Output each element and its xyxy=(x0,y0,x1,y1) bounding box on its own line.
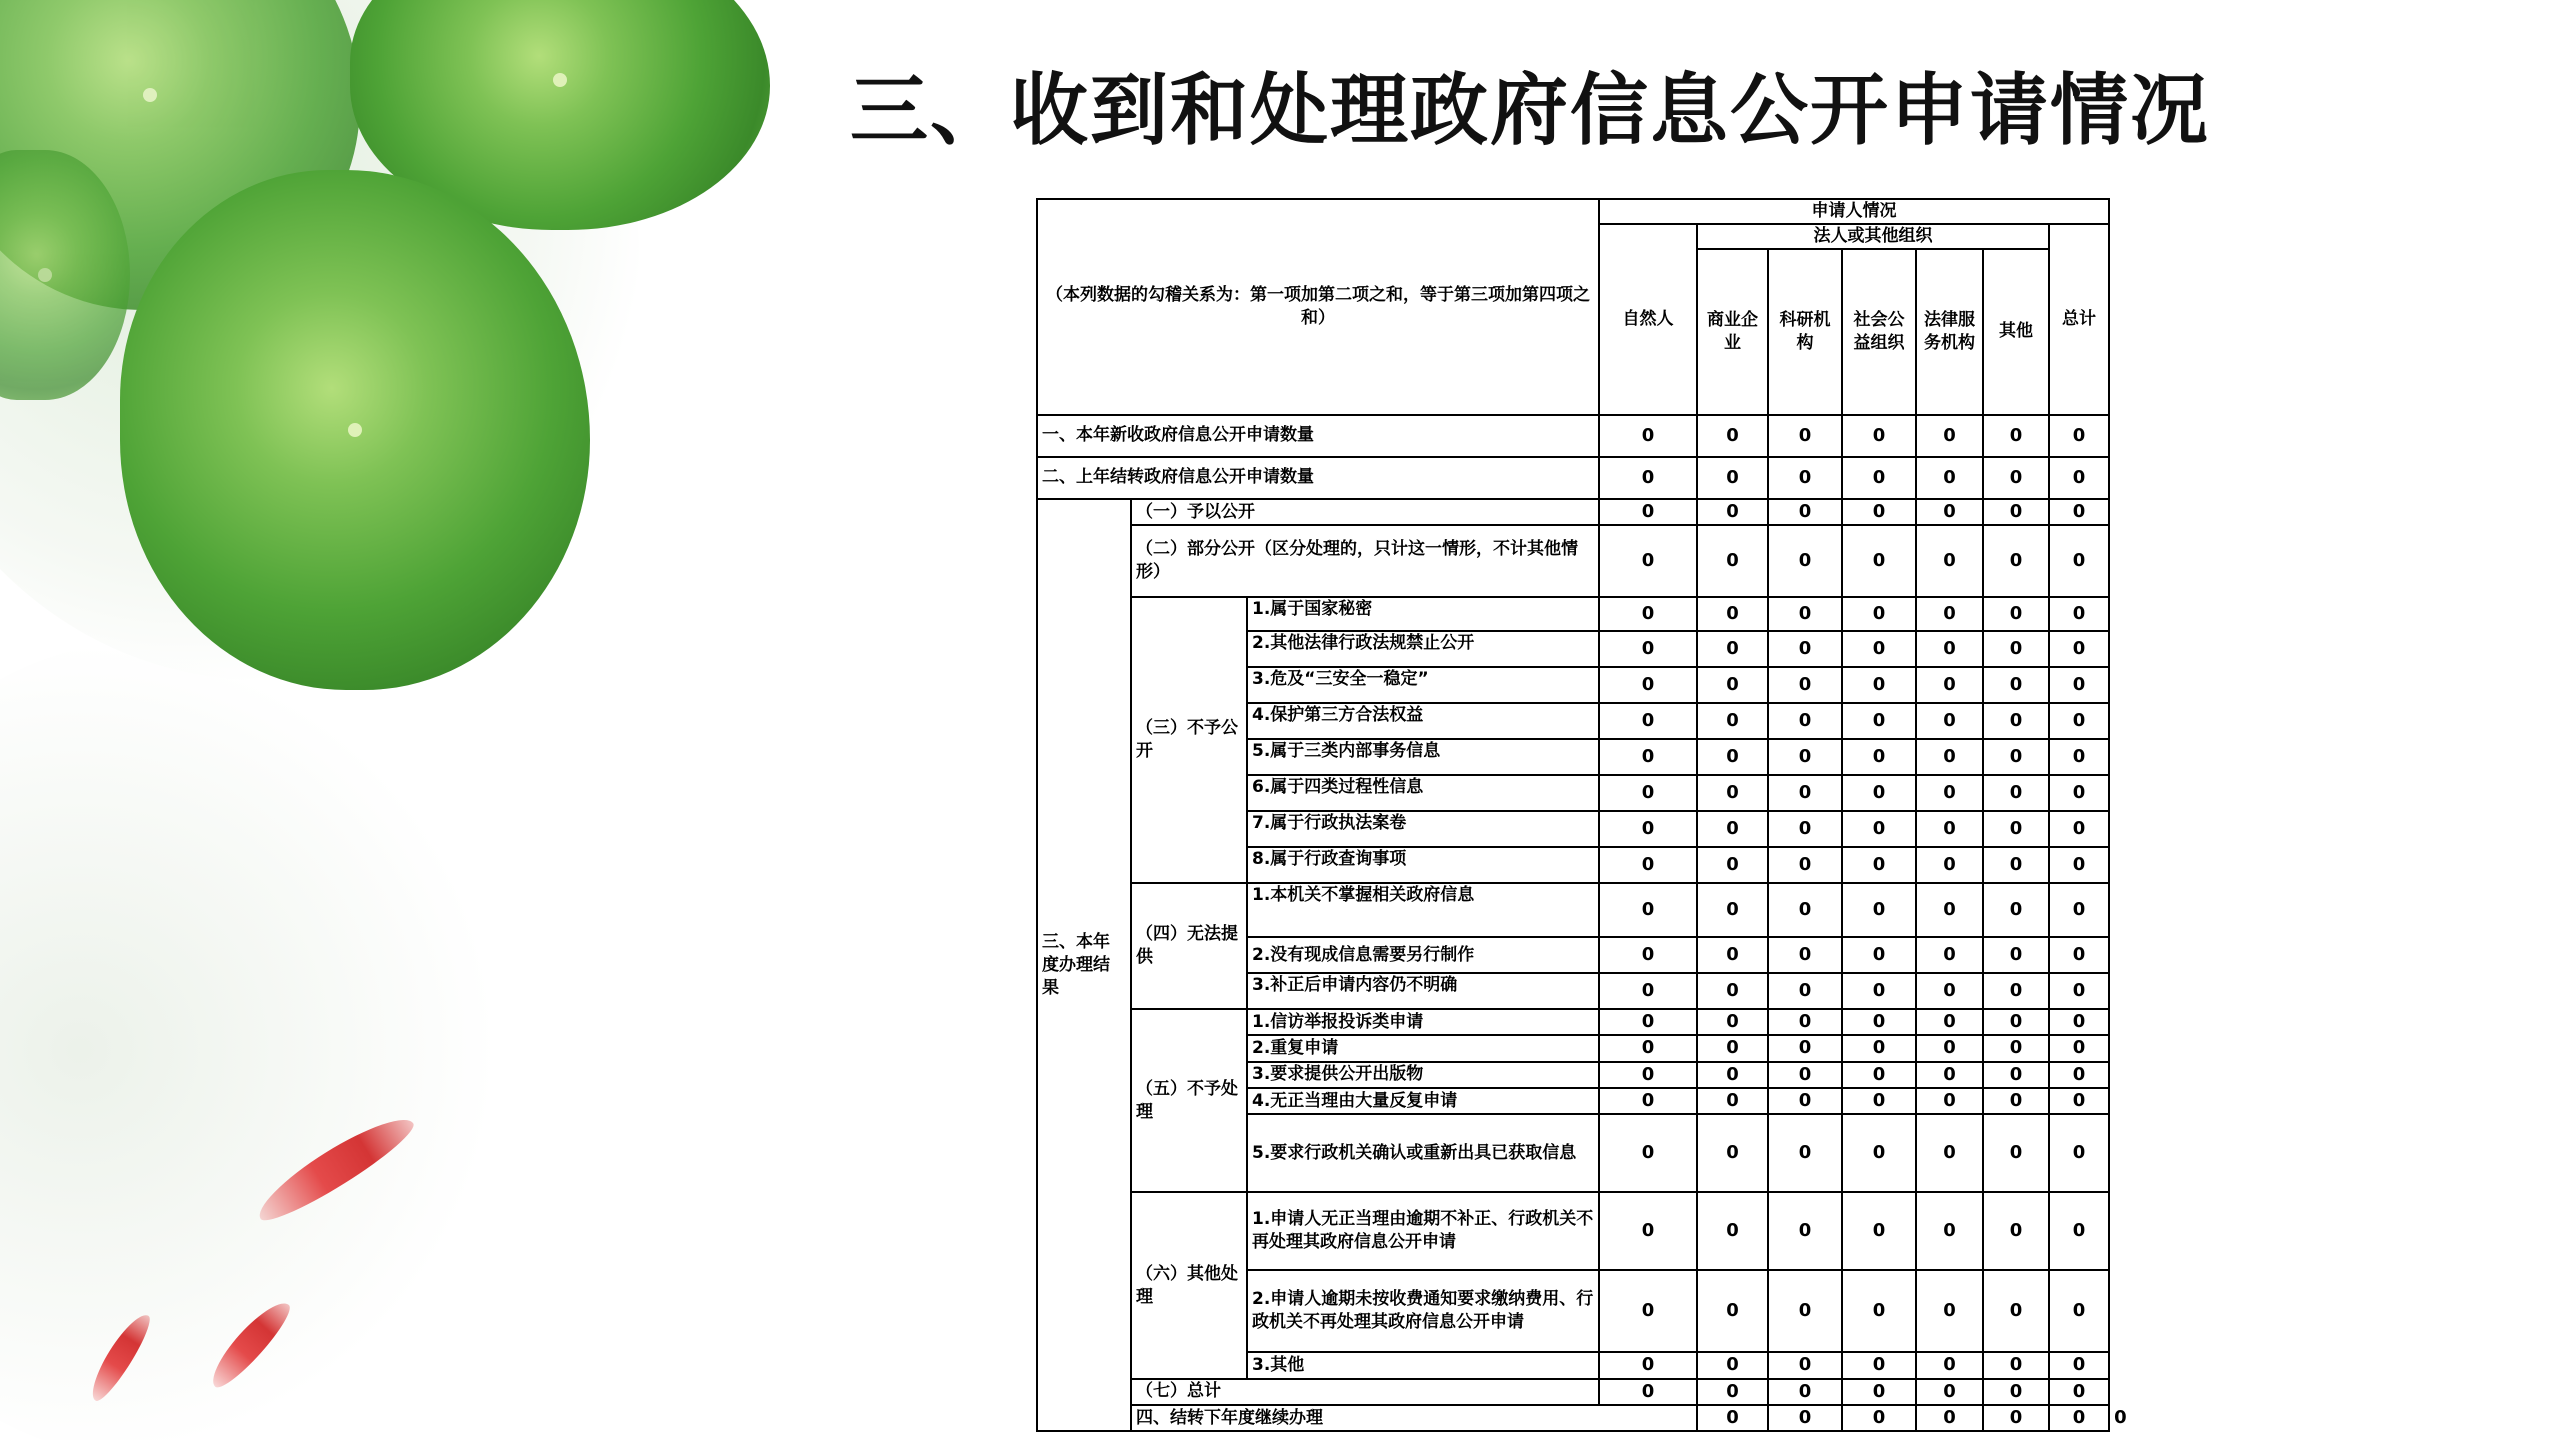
cell-g3_1-other: 0 xyxy=(1983,597,2049,631)
cell-g4_1-total: 0 xyxy=(2049,883,2109,937)
row-label-g3_1: 1.属于国家秘密 xyxy=(1247,597,1599,631)
cell-g5_2-total: 0 xyxy=(2049,1035,2109,1061)
header-total: 总计 xyxy=(2049,224,2109,415)
row-label-g5_4: 4.无正当理由大量反复申请 xyxy=(1247,1088,1599,1114)
cell-g5_3-other: 0 xyxy=(1983,1062,2049,1088)
cell-g3_4-law: 0 xyxy=(1916,703,1983,739)
header-legal: 法人或其他组织 xyxy=(1697,224,2049,249)
cell-g3_6-research: 0 xyxy=(1768,775,1842,811)
row-label-g4_2: 2.没有现成信息需要另行制作 xyxy=(1247,937,1599,973)
cell-g4_3-biz: 0 xyxy=(1697,973,1768,1009)
cell-g4_1-biz: 0 xyxy=(1697,883,1768,937)
cell-g5_5-law: 0 xyxy=(1916,1114,1983,1192)
cell-r4-biz: 0 xyxy=(1768,1405,1842,1431)
cell-g3_4-research: 0 xyxy=(1768,703,1842,739)
cell-r2-social: 0 xyxy=(1842,457,1916,499)
cell-g5_1-other: 0 xyxy=(1983,1009,2049,1035)
cell-g5_1-biz: 0 xyxy=(1697,1009,1768,1035)
cell-g6_2-other: 0 xyxy=(1983,1270,2049,1352)
row-label-g7: （七）总计 xyxy=(1131,1379,1599,1405)
table-row xyxy=(1037,457,2109,499)
cell-r2-natural: 0 xyxy=(1599,457,1697,499)
cell-g6_3-law: 0 xyxy=(1916,1352,1983,1378)
row-label-g5_5: 5.要求行政机关确认或重新出具已获取信息 xyxy=(1247,1114,1599,1192)
row-label-g3_8: 8.属于行政查询事项 xyxy=(1247,847,1599,883)
cell-g5_4-total: 0 xyxy=(2049,1088,2109,1114)
cell-r1-natural: 0 xyxy=(1599,415,1697,457)
cell-r2-law: 0 xyxy=(1916,457,1983,499)
table-row xyxy=(1037,1192,2109,1270)
group4-label: （四）无法提供 xyxy=(1131,883,1247,1009)
cell-g1-social: 0 xyxy=(1842,499,1916,525)
cell-g5_4-research: 0 xyxy=(1768,1088,1842,1114)
cell-g3_8-other: 0 xyxy=(1983,847,2049,883)
cell-g2-other: 0 xyxy=(1983,525,2049,597)
cell-g3_3-law: 0 xyxy=(1916,667,1983,703)
cell-g5_1-natural: 0 xyxy=(1599,1009,1697,1035)
cell-g3_6-total: 0 xyxy=(2049,775,2109,811)
cell-r1-other: 0 xyxy=(1983,415,2049,457)
cell-g6_2-total: 0 xyxy=(2049,1270,2109,1352)
cell-g3_5-law: 0 xyxy=(1916,739,1983,775)
row-label-r1: 一、本年新收政府信息公开申请数量 xyxy=(1037,415,1599,457)
cell-g4_3-total: 0 xyxy=(2049,973,2109,1009)
watercolor-wash xyxy=(0,640,500,1440)
cell-g5_3-social: 0 xyxy=(1842,1062,1916,1088)
table-row xyxy=(1037,415,2109,457)
row-label-g3_6: 6.属于四类过程性信息 xyxy=(1247,775,1599,811)
cell-g4_3-natural: 0 xyxy=(1599,973,1697,1009)
cell-g3_6-other: 0 xyxy=(1983,775,2049,811)
cell-g6_3-research: 0 xyxy=(1768,1352,1842,1378)
cell-g2-natural: 0 xyxy=(1599,525,1697,597)
cell-r1-law: 0 xyxy=(1916,415,1983,457)
cell-g7-biz: 0 xyxy=(1697,1379,1768,1405)
cell-g3_5-other: 0 xyxy=(1983,739,2049,775)
cell-g6_3-natural: 0 xyxy=(1599,1352,1697,1378)
row-label-g4_3: 3.补正后申请内容仍不明确 xyxy=(1247,973,1599,1009)
cell-g5_1-research: 0 xyxy=(1768,1009,1842,1035)
cell-r2-biz: 0 xyxy=(1697,457,1768,499)
cell-g5_3-natural: 0 xyxy=(1599,1062,1697,1088)
cell-g1-law: 0 xyxy=(1916,499,1983,525)
cell-g6_3-biz: 0 xyxy=(1697,1352,1768,1378)
table-row xyxy=(1037,1009,2109,1035)
cell-g3_2-other: 0 xyxy=(1983,631,2049,667)
row-label-g3_2: 2.其他法律行政法规禁止公开 xyxy=(1247,631,1599,667)
cell-g5_2-social: 0 xyxy=(1842,1035,1916,1061)
cell-r2-total: 0 xyxy=(2049,457,2109,499)
cell-g3_3-total: 0 xyxy=(2049,667,2109,703)
cell-g4_3-law: 0 xyxy=(1916,973,1983,1009)
section3-label: 三、本年度办理结果 xyxy=(1037,499,1131,1431)
cell-g5_5-other: 0 xyxy=(1983,1114,2049,1192)
cell-r4-natural: 0 xyxy=(1697,1405,1768,1431)
cell-g4_2-social: 0 xyxy=(1842,937,1916,973)
row-label-g3_5: 5.属于三类内部事务信息 xyxy=(1247,739,1599,775)
disclosure-table xyxy=(1036,198,2127,1432)
cell-g3_2-biz: 0 xyxy=(1697,631,1768,667)
cell-g4_2-other: 0 xyxy=(1983,937,2049,973)
cell-g3_1-social: 0 xyxy=(1842,597,1916,631)
group5-label: （五）不予处理 xyxy=(1131,1009,1247,1192)
cell-g3_5-research: 0 xyxy=(1768,739,1842,775)
cell-g1-total: 0 xyxy=(2049,499,2109,525)
cell-g2-total: 0 xyxy=(2049,525,2109,597)
cell-g4_2-research: 0 xyxy=(1768,937,1842,973)
cell-r4-research: 0 xyxy=(1842,1405,1916,1431)
table-row xyxy=(1037,883,2109,937)
cell-g4_1-natural: 0 xyxy=(1599,883,1697,937)
header-research: 科研机构 xyxy=(1768,249,1842,415)
cell-g5_3-law: 0 xyxy=(1916,1062,1983,1088)
cell-g3_8-total: 0 xyxy=(2049,847,2109,883)
cell-g2-research: 0 xyxy=(1768,525,1842,597)
cell-g4_1-research: 0 xyxy=(1768,883,1842,937)
cell-g6_3-social: 0 xyxy=(1842,1352,1916,1378)
cell-g7-research: 0 xyxy=(1768,1379,1842,1405)
cell-g5_2-biz: 0 xyxy=(1697,1035,1768,1061)
row-label-r2: 二、上年结转政府信息公开申请数量 xyxy=(1037,457,1599,499)
row-label-g5_1: 1.信访举报投诉类申请 xyxy=(1247,1009,1599,1035)
cell-g6_1-total: 0 xyxy=(2049,1192,2109,1270)
cell-g3_6-biz: 0 xyxy=(1697,775,1768,811)
cell-g6_1-other: 0 xyxy=(1983,1192,2049,1270)
cell-g3_7-other: 0 xyxy=(1983,811,2049,847)
cell-r4-law: 0 xyxy=(1983,1405,2049,1431)
cell-g3_8-research: 0 xyxy=(1768,847,1842,883)
cell-g5_4-social: 0 xyxy=(1842,1088,1916,1114)
row-label-g6_1: 1.申请人无正当理由逾期不补正、行政机关不再处理其政府信息公开申请 xyxy=(1247,1192,1599,1270)
header-applicant: 申请人情况 xyxy=(1599,199,2109,224)
cell-g4_2-biz: 0 xyxy=(1697,937,1768,973)
cell-r2-research: 0 xyxy=(1768,457,1842,499)
cell-g6_3-total: 0 xyxy=(2049,1352,2109,1378)
cell-r4-social: 0 xyxy=(1916,1405,1983,1431)
cell-g4_3-social: 0 xyxy=(1842,973,1916,1009)
cell-g3_8-natural: 0 xyxy=(1599,847,1697,883)
cell-g5_5-total: 0 xyxy=(2049,1114,2109,1192)
cell-g3_3-biz: 0 xyxy=(1697,667,1768,703)
cell-g3_4-natural: 0 xyxy=(1599,703,1697,739)
cell-g4_2-natural: 0 xyxy=(1599,937,1697,973)
cell-g6_2-law: 0 xyxy=(1916,1270,1983,1352)
row-label-g3_3: 3.危及“三安全一稳定” xyxy=(1247,667,1599,703)
header-biz: 商业企业 xyxy=(1697,249,1768,415)
cell-g3_1-total: 0 xyxy=(2049,597,2109,631)
cell-g3_8-law: 0 xyxy=(1916,847,1983,883)
table-row xyxy=(1037,597,2109,631)
cell-g6_1-social: 0 xyxy=(1842,1192,1916,1270)
cell-g3_2-total: 0 xyxy=(2049,631,2109,667)
cell-g5_3-research: 0 xyxy=(1768,1062,1842,1088)
header-law: 法律服务机构 xyxy=(1916,249,1983,415)
cell-g5_2-other: 0 xyxy=(1983,1035,2049,1061)
group6-label: （六）其他处理 xyxy=(1131,1192,1247,1378)
cell-g3_2-natural: 0 xyxy=(1599,631,1697,667)
cell-g1-biz: 0 xyxy=(1697,499,1768,525)
row-label-g1: （一）予以公开 xyxy=(1131,499,1599,525)
cell-g3_2-law: 0 xyxy=(1916,631,1983,667)
cell-g3_7-law: 0 xyxy=(1916,811,1983,847)
row-label-g4_1: 1.本机关不掌握相关政府信息 xyxy=(1247,883,1599,937)
header-social: 社会公益组织 xyxy=(1842,249,1916,415)
cell-g5_5-natural: 0 xyxy=(1599,1114,1697,1192)
row-label-g3_4: 4.保护第三方合法权益 xyxy=(1247,703,1599,739)
group3-label: （三）不予公开 xyxy=(1131,597,1247,883)
cell-r1-biz: 0 xyxy=(1697,415,1768,457)
cell-g6_1-natural: 0 xyxy=(1599,1192,1697,1270)
cell-g4_2-law: 0 xyxy=(1916,937,1983,973)
cell-r1-social: 0 xyxy=(1842,415,1916,457)
cell-g5_4-other: 0 xyxy=(1983,1088,2049,1114)
cell-g3_3-natural: 0 xyxy=(1599,667,1697,703)
cell-g3_4-social: 0 xyxy=(1842,703,1916,739)
cell-g5_5-social: 0 xyxy=(1842,1114,1916,1192)
cell-g5_5-biz: 0 xyxy=(1697,1114,1768,1192)
table-row xyxy=(1037,1379,2109,1405)
header-row xyxy=(1037,199,2109,224)
cell-g1-research: 0 xyxy=(1768,499,1842,525)
cell-g7-total: 0 xyxy=(2049,1379,2109,1405)
row-label-g6_3: 3.其他 xyxy=(1247,1352,1599,1378)
table-row xyxy=(1037,525,2109,597)
cell-g3_1-law: 0 xyxy=(1916,597,1983,631)
cell-g6_3-other: 0 xyxy=(1983,1352,2049,1378)
cell-g3_7-biz: 0 xyxy=(1697,811,1768,847)
cell-g6_2-research: 0 xyxy=(1768,1270,1842,1352)
cell-g6_1-law: 0 xyxy=(1916,1192,1983,1270)
cell-g3_3-research: 0 xyxy=(1768,667,1842,703)
cell-g3_7-natural: 0 xyxy=(1599,811,1697,847)
cell-g4_1-law: 0 xyxy=(1916,883,1983,937)
cell-g4_2-total: 0 xyxy=(2049,937,2109,973)
cell-g3_2-research: 0 xyxy=(1768,631,1842,667)
cell-g3_6-natural: 0 xyxy=(1599,775,1697,811)
cell-r1-total: 0 xyxy=(2049,415,2109,457)
cell-g5_2-natural: 0 xyxy=(1599,1035,1697,1061)
cell-g1-other: 0 xyxy=(1983,499,2049,525)
row-label-g5_3: 3.要求提供公开出版物 xyxy=(1247,1062,1599,1088)
cell-g5_1-social: 0 xyxy=(1842,1009,1916,1035)
cell-g5_3-total: 0 xyxy=(2049,1062,2109,1088)
cell-g3_5-social: 0 xyxy=(1842,739,1916,775)
cell-g3_4-other: 0 xyxy=(1983,703,2049,739)
table-row: 四、结转下年度继续办理 0 0 0 0 0 0 0 xyxy=(1037,1405,2109,1431)
row-label-g6_2: 2.申请人逾期未按收费通知要求缴纳费用、行政机关不再处理其政府信息公开申请 xyxy=(1247,1270,1599,1352)
cell-g2-biz: 0 xyxy=(1697,525,1768,597)
cell-g3_6-law: 0 xyxy=(1916,775,1983,811)
cell-g5_4-natural: 0 xyxy=(1599,1088,1697,1114)
cell-r2-other: 0 xyxy=(1983,457,2049,499)
cell-g5_1-law: 0 xyxy=(1916,1009,1983,1035)
cell-g3_1-research: 0 xyxy=(1768,597,1842,631)
cell-g3_3-social: 0 xyxy=(1842,667,1916,703)
table-row xyxy=(1037,499,2109,525)
cell-g6_1-biz: 0 xyxy=(1697,1192,1768,1270)
cell-g6_2-biz: 0 xyxy=(1697,1270,1768,1352)
cell-g3_8-social: 0 xyxy=(1842,847,1916,883)
cell-g2-social: 0 xyxy=(1842,525,1916,597)
cell-g5_4-biz: 0 xyxy=(1697,1088,1768,1114)
header-natural: 自然人 xyxy=(1599,224,1697,415)
cell-g5_3-biz: 0 xyxy=(1697,1062,1768,1088)
row-label-g5_2: 2.重复申请 xyxy=(1247,1035,1599,1061)
cell-g7-law: 0 xyxy=(1916,1379,1983,1405)
cell-g3_7-social: 0 xyxy=(1842,811,1916,847)
cell-g5_2-law: 0 xyxy=(1916,1035,1983,1061)
cell-g3_3-other: 0 xyxy=(1983,667,2049,703)
row-label-g2: （二）部分公开（区分处理的，只计这一情形，不计其他情形） xyxy=(1131,525,1599,597)
page-title: 三、收到和处理政府信息公开申请情况 xyxy=(850,66,2211,156)
cell-g6_2-social: 0 xyxy=(1842,1270,1916,1352)
cell-g4_1-social: 0 xyxy=(1842,883,1916,937)
cell-g7-social: 0 xyxy=(1842,1379,1916,1405)
cell-r4-other: 0 xyxy=(2049,1405,2109,1431)
cell-g3_7-total: 0 xyxy=(2049,811,2109,847)
cell-g7-other: 0 xyxy=(1983,1379,2049,1405)
cell-g6_1-research: 0 xyxy=(1768,1192,1842,1270)
cell-g3_5-biz: 0 xyxy=(1697,739,1768,775)
cell-g5_4-law: 0 xyxy=(1916,1088,1983,1114)
cell-g3_4-total: 0 xyxy=(2049,703,2109,739)
cell-g7-natural: 0 xyxy=(1599,1379,1697,1405)
cell-g3_5-total: 0 xyxy=(2049,739,2109,775)
cell-g5_1-total: 0 xyxy=(2049,1009,2109,1035)
row-label-r4: 四、结转下年度继续办理 xyxy=(1131,1405,1697,1431)
cell-g3_8-biz: 0 xyxy=(1697,847,1768,883)
cell-g4_3-other: 0 xyxy=(1983,973,2049,1009)
cell-g4_1-other: 0 xyxy=(1983,883,2049,937)
cell-r1-research: 0 xyxy=(1768,415,1842,457)
cell-g6_2-natural: 0 xyxy=(1599,1270,1697,1352)
header-other: 其他 xyxy=(1983,249,2049,415)
cell-g4_3-research: 0 xyxy=(1768,973,1842,1009)
header-note: （本列数据的勾稽关系为：第一项加第二项之和，等于第三项加第四项之和） xyxy=(1037,199,1599,415)
cell-g5_5-research: 0 xyxy=(1768,1114,1842,1192)
cell-g5_2-research: 0 xyxy=(1768,1035,1842,1061)
cell-g3_7-research: 0 xyxy=(1768,811,1842,847)
cell-g3_4-biz: 0 xyxy=(1697,703,1768,739)
cell-g2-law: 0 xyxy=(1916,525,1983,597)
cell-g1-natural: 0 xyxy=(1599,499,1697,525)
row-label-g3_7: 7.属于行政执法案卷 xyxy=(1247,811,1599,847)
cell-g3_6-social: 0 xyxy=(1842,775,1916,811)
cell-g3_1-natural: 0 xyxy=(1599,597,1697,631)
cell-g3_2-social: 0 xyxy=(1842,631,1916,667)
cell-g3_1-biz: 0 xyxy=(1697,597,1768,631)
cell-g3_5-natural: 0 xyxy=(1599,739,1697,775)
